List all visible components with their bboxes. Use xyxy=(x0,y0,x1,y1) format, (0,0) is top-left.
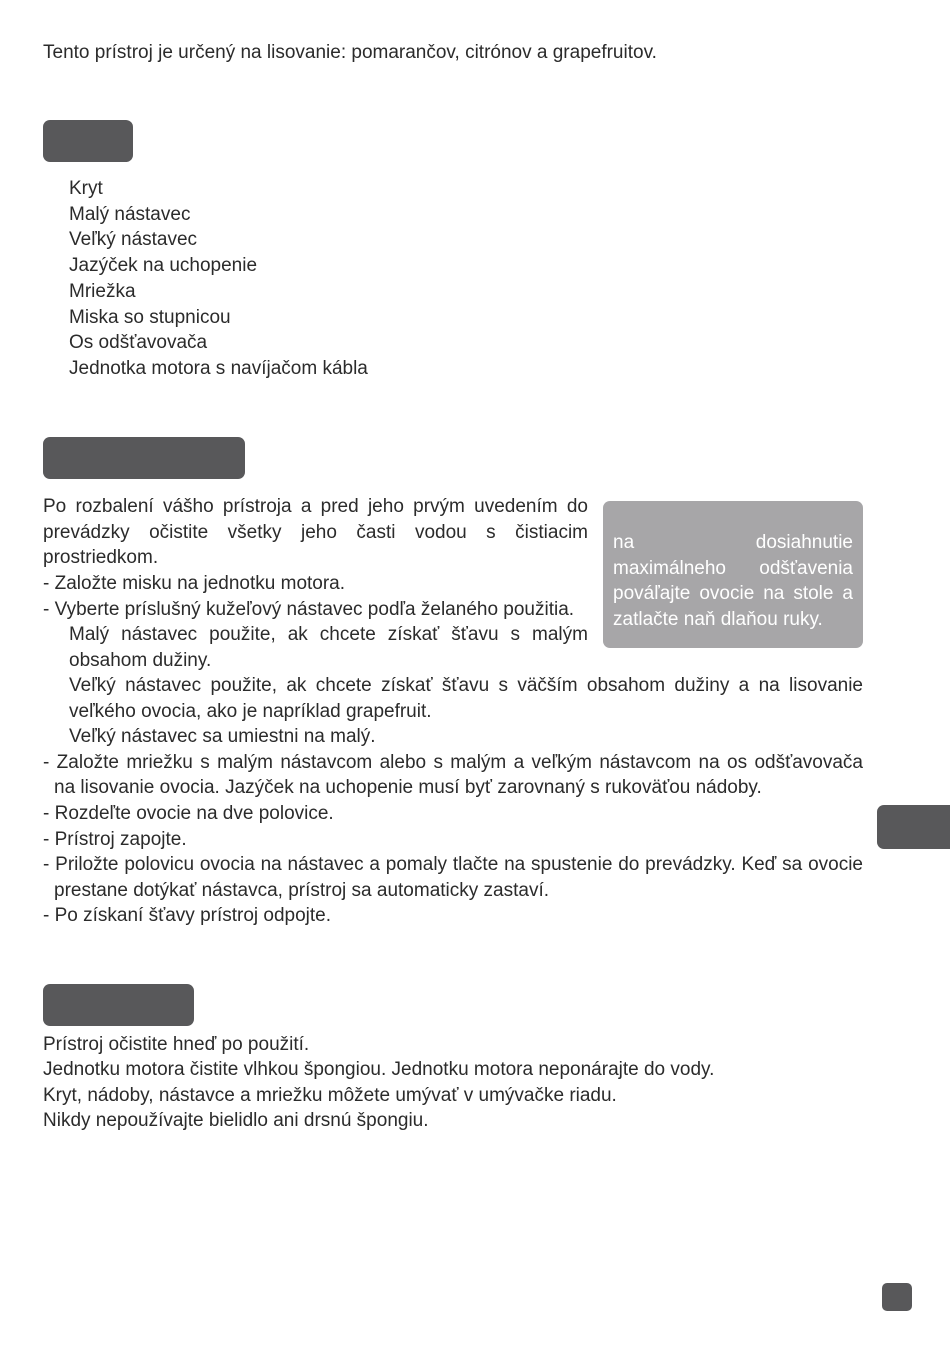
list-item: Jazýček na uchopenie xyxy=(69,255,258,277)
text-line: prostriedkom. xyxy=(43,547,159,568)
text-line: Veľký nástavec sa umiestni na malý. xyxy=(69,726,376,747)
text-line: Malý nástavec použite, ak chcete získať šťavu s malým xyxy=(69,624,588,645)
list-item: Os odšťavovača xyxy=(69,332,208,354)
tip-note-line: maximálneho odšťavenia xyxy=(613,557,853,579)
text-line: - Založte mriežku s malým nástavcom alebo s malým a veľkým nástavcom na os odšťavovača xyxy=(43,752,863,773)
section-tab-cleaning xyxy=(43,984,194,1026)
text-line: - Vyberte príslušný kužeľový nástavec podľa želaného použitia. xyxy=(43,599,575,620)
page-number-tab xyxy=(882,1283,912,1311)
tip-note-line: na dosiahnutie xyxy=(613,532,853,553)
text-line: prevádzky očistite všetky jeho časti vodou s čistiacim xyxy=(43,522,588,543)
text-line: veľkého ovocia, ako je napríklad grapefruit. xyxy=(69,701,432,722)
section-tab-usage xyxy=(43,437,245,479)
list-item: Jednotka motora s navíjačom kábla xyxy=(69,357,368,379)
text-line: Kryt, nádoby, nástavce a mriežku môžete umývať v umývačke riadu. xyxy=(43,1085,617,1106)
list-item: Malý nástavec xyxy=(69,203,191,225)
text-line: Prístroj očistite hneď po použití. xyxy=(43,1034,310,1055)
language-side-tab xyxy=(877,805,950,849)
text-line: prestane dotýkať nástavca, prístroj sa automaticky zastaví. xyxy=(54,880,550,901)
text-line: - Založte misku na jednotku motora. xyxy=(43,573,346,594)
intro-text: Tento prístroj je určený na lisovanie: pomarančov, citrónov a grapefruitov. xyxy=(43,42,657,63)
text-line: Veľký nástavec použite, ak chcete získať šťavu s väčším obsahom dužiny a na lisovanie xyxy=(69,675,863,696)
list-item: Mriežka xyxy=(69,280,136,302)
text-line: Jednotku motora čistite vlhkou špongiou. Jednotku motora neponárajte do vody. xyxy=(43,1059,715,1080)
text-line: - Prístroj zapojte. xyxy=(43,829,187,850)
text-line: Nikdy nepoužívajte bielidlo ani drsnú špongiu. xyxy=(43,1110,429,1131)
list-item: Miska so stupnicou xyxy=(69,306,231,328)
tip-note-line: zatlačte naň dlaňou ruky. xyxy=(613,608,823,630)
text-line: obsahom dužiny. xyxy=(69,650,212,671)
text-line: - Rozdeľte ovocie na dve polovice. xyxy=(43,803,334,824)
text-line: Po rozbalení vášho prístroja a pred jeho prvým uvedením do xyxy=(43,496,588,517)
section-tab-description xyxy=(43,120,133,162)
tip-note-box xyxy=(603,501,863,648)
text-line: - Priložte polovicu ovocia na nástavec a pomaly tlačte na spustenie do prevádzky. Keď sa ovocie xyxy=(43,854,863,875)
text-line: na lisovanie ovocia. Jazýček na uchopenie musí byť zarovnaný s rukoväťou nádoby. xyxy=(54,777,762,798)
parts-list xyxy=(69,176,368,382)
list-item: Kryt xyxy=(69,178,103,199)
tip-note-line: pováľajte ovocie na stole a xyxy=(613,583,853,604)
list-item: Veľký nástavec xyxy=(69,229,198,251)
text-line: - Po získaní šťavy prístroj odpojte. xyxy=(43,905,332,926)
